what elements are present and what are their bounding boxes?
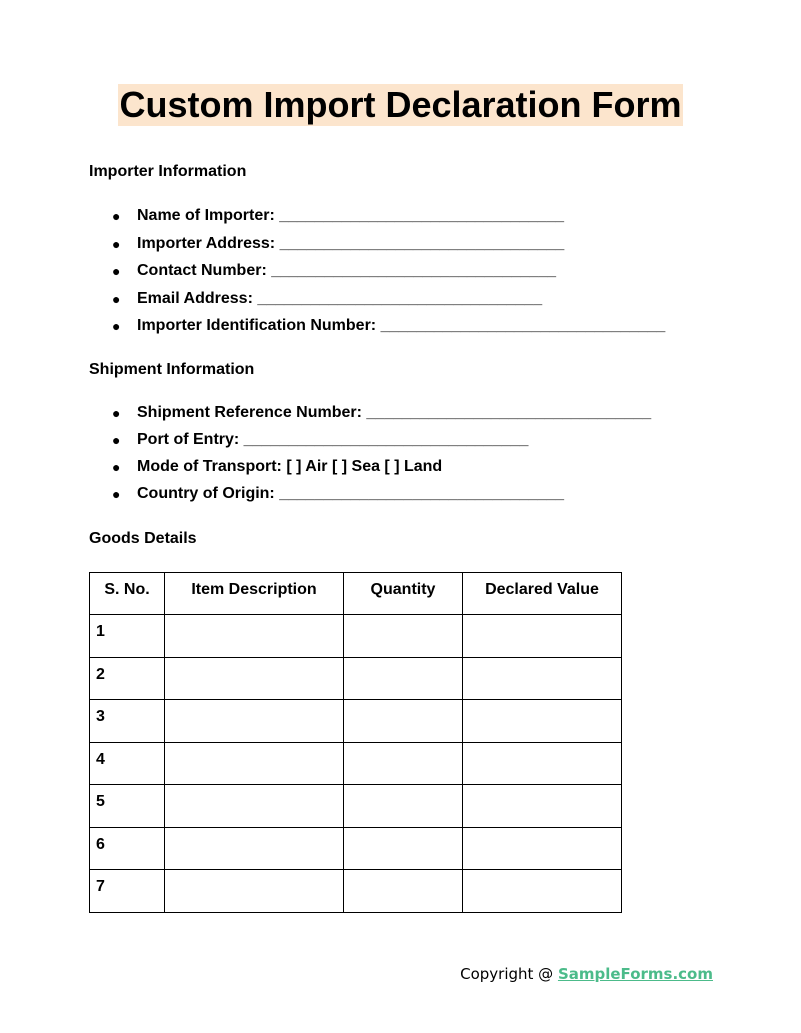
- table-row: [90, 827, 622, 870]
- footer-copyright: [460, 964, 713, 984]
- importer-section-heading: Importer Information: [89, 163, 247, 180]
- field-port-of-entry: [89, 430, 651, 457]
- declared-value-cell[interactable]: [463, 615, 622, 658]
- field-blank[interactable]: ________________________________: [257, 289, 543, 307]
- goods-section-heading: Goods Details: [89, 530, 197, 547]
- brand-link[interactable]: SampleForms.com: [557, 965, 713, 983]
- item-description-cell[interactable]: [165, 615, 344, 658]
- field-blank[interactable]: ________________________________: [279, 234, 565, 252]
- field-label: Mode of Transport:: [137, 458, 282, 475]
- table-row: [90, 657, 622, 700]
- field-label: Contact Number:: [137, 262, 267, 279]
- row-number: 1: [90, 615, 165, 658]
- field-blank[interactable]: ________________________________: [366, 404, 652, 421]
- field-shipment-reference-number: [89, 403, 651, 430]
- declared-value-cell[interactable]: [463, 870, 622, 913]
- row-number: 2: [90, 657, 165, 700]
- field-options[interactable]: [ ] Air [ ] Sea [ ] Land: [286, 458, 443, 475]
- copyright-text: Copyright @: [460, 965, 558, 983]
- field-name-of-importer: [89, 206, 665, 234]
- item-description-cell[interactable]: [165, 700, 344, 743]
- quantity-cell[interactable]: [344, 657, 463, 700]
- row-number: 7: [90, 870, 165, 913]
- importer-field-list: [89, 206, 665, 344]
- goods-table: [89, 572, 622, 913]
- bullet-icon: ●: [112, 235, 121, 252]
- shipment-section-heading: Shipment Information: [89, 361, 255, 378]
- item-description-cell[interactable]: [165, 785, 344, 828]
- shipment-field-list: [89, 403, 651, 511]
- bullet-icon: ●: [112, 405, 121, 421]
- quantity-cell[interactable]: [344, 700, 463, 743]
- bullet-icon: ●: [112, 459, 121, 475]
- row-number: 3: [90, 700, 165, 743]
- field-label: Shipment Reference Number:: [137, 404, 362, 421]
- table-row: [90, 742, 622, 785]
- field-label: Importer Identification Number:: [137, 317, 377, 334]
- page-title: Custom Import Declaration Form: [119, 84, 682, 125]
- table-row: [90, 870, 622, 913]
- declared-value-cell[interactable]: [463, 742, 622, 785]
- field-blank[interactable]: ________________________________: [279, 207, 564, 224]
- column-header-declared-value: Declared Value: [463, 573, 622, 615]
- field-mode-of-transport: [89, 457, 651, 484]
- declared-value-cell[interactable]: [463, 785, 622, 828]
- field-importer-identification-number: [89, 316, 665, 344]
- declared-value-cell[interactable]: [463, 700, 622, 743]
- item-description-cell[interactable]: [165, 827, 344, 870]
- bullet-icon: ●: [112, 290, 121, 307]
- field-label: Country of Origin:: [137, 485, 275, 502]
- field-blank[interactable]: ________________________________: [279, 485, 564, 502]
- row-number: 6: [90, 827, 165, 870]
- row-number: 5: [90, 785, 165, 828]
- declared-value-cell[interactable]: [463, 657, 622, 700]
- title-container: [0, 84, 801, 126]
- field-importer-address: [89, 234, 665, 262]
- column-header-quantity: Quantity: [344, 573, 463, 615]
- bullet-icon: ●: [112, 486, 121, 502]
- table-header-row: [90, 573, 622, 615]
- table-row: [90, 615, 622, 658]
- declared-value-cell[interactable]: [463, 827, 622, 870]
- quantity-cell[interactable]: [344, 742, 463, 785]
- bullet-icon: ●: [112, 208, 121, 224]
- field-blank[interactable]: ________________________________: [271, 262, 556, 279]
- column-header-item-description: Item Description: [165, 573, 344, 615]
- field-blank[interactable]: ________________________________: [243, 431, 529, 448]
- field-label: Port of Entry:: [137, 431, 240, 448]
- field-label: Email Address:: [137, 289, 253, 307]
- quantity-cell[interactable]: [344, 870, 463, 913]
- quantity-cell[interactable]: [344, 785, 463, 828]
- item-description-cell[interactable]: [165, 742, 344, 785]
- column-header-sno: S. No.: [90, 573, 165, 615]
- quantity-cell[interactable]: [344, 615, 463, 658]
- table-row: [90, 700, 622, 743]
- field-blank[interactable]: ________________________________: [380, 317, 666, 334]
- bullet-icon: ●: [112, 263, 121, 279]
- field-contact-number: [89, 261, 665, 289]
- field-country-of-origin: [89, 484, 651, 511]
- bullet-icon: ●: [112, 318, 121, 334]
- field-label: Importer Address:: [137, 234, 276, 252]
- field-email-address: [89, 289, 665, 317]
- item-description-cell[interactable]: [165, 870, 344, 913]
- quantity-cell[interactable]: [344, 827, 463, 870]
- field-label: Name of Importer:: [137, 207, 275, 224]
- bullet-icon: ●: [112, 432, 121, 448]
- table-row: [90, 785, 622, 828]
- row-number: 4: [90, 742, 165, 785]
- item-description-cell[interactable]: [165, 657, 344, 700]
